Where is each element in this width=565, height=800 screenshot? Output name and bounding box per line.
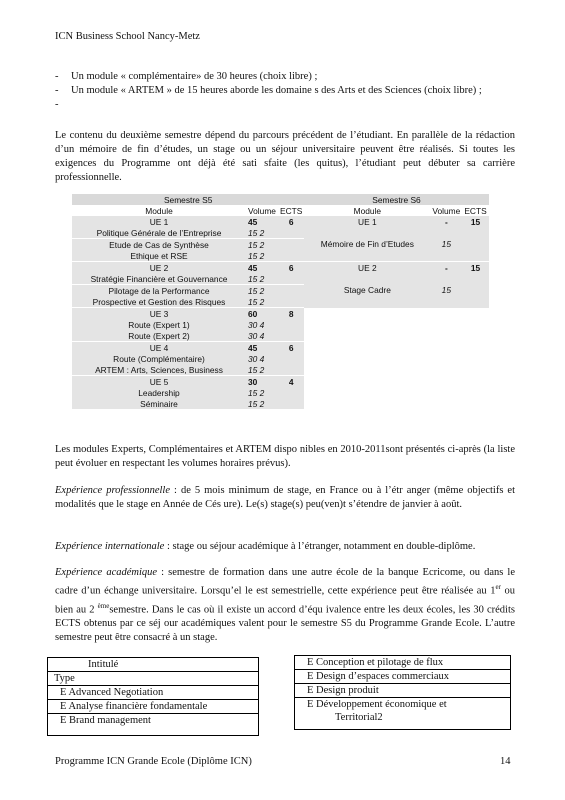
module-label: ARTEM : Arts, Sciences, Business bbox=[72, 364, 246, 376]
box-type: Type bbox=[48, 672, 258, 686]
module-volume: 15 2 bbox=[246, 273, 278, 285]
module-volume: 15 2 bbox=[246, 285, 278, 297]
bullet-text: Un module « complémentaire» de 30 heures (choix libre) ; bbox=[71, 71, 318, 82]
course-box-left bbox=[47, 657, 259, 736]
semester-s5-title: Semestre S5 bbox=[72, 194, 304, 205]
module-volume: 15 2 bbox=[246, 296, 278, 308]
ue-label: UE 3 bbox=[72, 308, 246, 320]
module-label: Ethique et RSE bbox=[72, 250, 246, 262]
col-ects-header: ECTS bbox=[280, 205, 303, 216]
course-item: E Design produit bbox=[295, 684, 510, 698]
ue-label: UE 4 bbox=[72, 342, 246, 354]
course-item: E Advanced Negotiation bbox=[48, 686, 258, 700]
module-label: Route (Expert 2) bbox=[72, 330, 246, 342]
module-label: Pilotage de la Performance bbox=[72, 285, 246, 297]
s6-ue1-label: UE 1 bbox=[304, 216, 430, 227]
semester-table bbox=[72, 194, 489, 409]
course-item: E Analyse financière fondamentale bbox=[48, 700, 258, 714]
ue-ects: 6 bbox=[278, 216, 304, 227]
ue-volume: 45 bbox=[246, 262, 278, 274]
col-volume-header: Volume bbox=[246, 205, 278, 216]
ue-label: UE 2 bbox=[72, 262, 246, 274]
course-box-right bbox=[294, 655, 511, 730]
superscript-first: er bbox=[495, 583, 501, 591]
module-volume: 30 4 bbox=[246, 330, 278, 342]
col-module-header: Module bbox=[304, 205, 430, 216]
bullet-item: - Un module « complémentaire» de 30 heures (choix libre) ; bbox=[55, 71, 318, 82]
text-academic-experience: : semestre de formation dans une autre école de la banque Ecricome, ou dans le cadre d’un échange universitaire. Lorsqu’el le est semestrielle, cette expérience peut être réalisée au 1 bbox=[55, 567, 516, 597]
module-volume: 15 2 bbox=[246, 364, 278, 376]
text-academic-end: semestre. Dans le cas où il existe un accord d’équ ivalence entre les deux écoles, les 30 crédits ECTS obtenus par ce séj our académiques valent pour le semestre S5 du Programme Grande Ecole. L’autre semestre peut être consacré à un stage. bbox=[55, 604, 515, 643]
term-professional-experience: Expérience professionnelle bbox=[55, 485, 171, 496]
module-label: Route (Expert 1) bbox=[72, 319, 246, 330]
course-item-continued: Territorial2 bbox=[335, 712, 383, 723]
module-label: Route (Complémentaire) bbox=[72, 353, 246, 364]
ue-ects: 6 bbox=[278, 342, 304, 354]
ue-ects: 6 bbox=[278, 262, 304, 274]
ue-label: UE 5 bbox=[72, 376, 246, 388]
module-volume: 15 2 bbox=[246, 227, 278, 239]
bullet-text: Un module « ARTEM » de 15 heures aborde les domaine s des Arts et des Sciences (choix libre) ; bbox=[71, 85, 482, 96]
ue-ects: 8 bbox=[278, 308, 304, 320]
module-label: Prospective et Gestion des Risques bbox=[72, 296, 246, 308]
module-label: Stratégie Financière et Gouvernance bbox=[72, 273, 246, 285]
text-professional-experience: : de 5 mois minimum de stage, en France ou à l’étr anger (même objectifs et modalités que le stage en Année de Cés ure). Le(s) stage(s) peu(ven)t s’étendre de janvier à août. bbox=[55, 485, 515, 510]
module-volume: 30 4 bbox=[246, 353, 278, 364]
s6-ue1-volume: - bbox=[430, 216, 462, 227]
s6-ue2-item-volume: 15 bbox=[430, 273, 462, 308]
paragraph-semester-content: Le contenu du deuxième semestre dépend du parcours précédent de l’étudiant. En parallèle de la rédaction d’un mémoire de fin d’études, un stage ou un séjour universitaire peuvent être réalisés. Si toutes les exigences du Programme ont déjà été sati sfaite (les quitus), l’étudiant peut débuter sa carrière professionnelle. bbox=[55, 130, 515, 183]
s6-ue2-ects: 15 bbox=[462, 262, 488, 274]
module-label: Séminaire bbox=[72, 398, 246, 409]
module-label: Leadership bbox=[72, 387, 246, 398]
ue-volume: 45 bbox=[246, 216, 278, 227]
superscript-second: ème bbox=[97, 601, 110, 610]
box-intitule: Intitulé bbox=[48, 658, 258, 672]
bullet-list: - Un module « complémentaire» de 30 heures (choix libre) ; - Un module « ARTEM » de 15 heures aborde les domaine s des Arts et des Sciences (choix libre) ; - bbox=[55, 70, 510, 98]
course-item: E Conception et pilotage de flux bbox=[295, 656, 510, 670]
s6-ue2-label: UE 2 bbox=[304, 262, 430, 274]
paragraph-academic-experience bbox=[55, 566, 515, 645]
module-volume: 15 2 bbox=[246, 387, 278, 398]
paragraph-professional-experience bbox=[55, 484, 515, 512]
s6-ue1-item-label: Mémoire de Fin d’Etudes bbox=[304, 227, 430, 262]
col-module-header: Module bbox=[72, 205, 246, 216]
paragraph-modules-availability: Les modules Experts, Complémentaires et ARTEM dispo nibles en 2010-2011sont présentés ci-après (la liste peut évoluer en respectant les volumes horaires prévus). bbox=[55, 444, 515, 469]
module-label: Etude de Cas de Synthèse bbox=[72, 239, 246, 251]
footer-title: Programme ICN Grande Ecole (Diplôme ICN) bbox=[55, 756, 252, 767]
module-volume: 15 2 bbox=[246, 250, 278, 262]
text-international-experience: : stage ou séjour académique à l’étranger, notamment en double-diplôme. bbox=[164, 541, 476, 552]
s6-ue1-ects: 15 bbox=[462, 216, 488, 227]
module-volume: 15 2 bbox=[246, 239, 278, 251]
s6-ue2-item-label: Stage Cadre bbox=[304, 273, 430, 308]
bullet-item: - Un module « ARTEM » de 15 heures aborde les domaine s des Arts et des Sciences (choix libre) ; bbox=[55, 85, 482, 96]
semester-s6-title: Semestre S6 bbox=[304, 194, 488, 205]
page-header: ICN Business School Nancy-Metz bbox=[55, 31, 200, 42]
text-academic-mid: ou bien au 2 bbox=[55, 585, 515, 615]
ue-ects: 4 bbox=[278, 376, 304, 388]
ue-label: UE 1 bbox=[72, 216, 246, 227]
s6-ue2-volume: - bbox=[430, 262, 462, 274]
col-ects-header: ECTS bbox=[464, 205, 487, 216]
module-volume: 30 4 bbox=[246, 319, 278, 330]
s6-ue1-item-volume: 15 bbox=[430, 227, 462, 262]
col-volume-header: Volume bbox=[430, 205, 462, 216]
course-item: E Développement économique et bbox=[307, 699, 447, 710]
module-label: Politique Générale de l’Entreprise bbox=[72, 227, 246, 239]
ue-volume: 60 bbox=[246, 308, 278, 320]
module-volume: 15 2 bbox=[246, 398, 278, 409]
course-item: E Brand management bbox=[60, 715, 151, 726]
paragraph-international-experience bbox=[55, 540, 515, 554]
ue-volume: 30 bbox=[246, 376, 278, 388]
page-number: 14 bbox=[500, 756, 511, 767]
term-academic-experience: Expérience académique bbox=[55, 567, 158, 578]
course-item: E Design d’espaces commerciaux bbox=[295, 670, 510, 684]
term-international-experience: Expérience internationale bbox=[55, 541, 165, 552]
ue-volume: 45 bbox=[246, 342, 278, 354]
